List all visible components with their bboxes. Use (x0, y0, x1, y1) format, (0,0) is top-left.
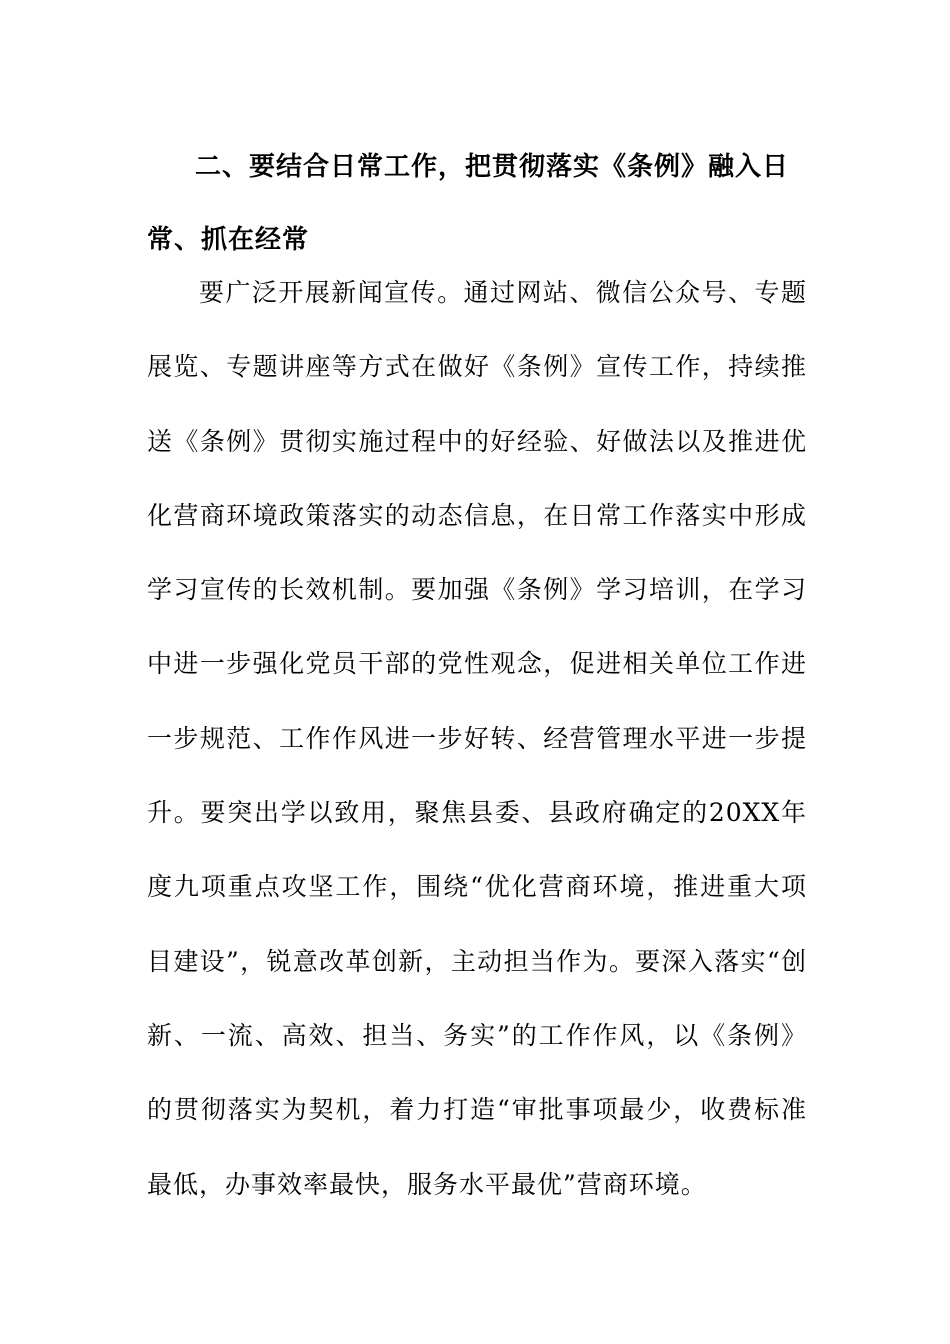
section-heading: 二、要结合日常工作，把贯彻落实《条例》融入日常、抓在经常 (147, 152, 790, 255)
body-paragraph: 要广泛开展新闻宣传。通过网站、微信公众号、专题展览、专题讲座等方式在做好《条例》宣传工作，持续推送《条例》贯彻实施过程中的好经验、好做法以及推进优化营商环境政策落实的动态信息，在日常工作落实中形成学习宣传的长效机制。要加强《条例》学习培训，在学习中进一步强化党员干部的党性观念，促进相关单位工作进一步规范、工作作风进一步好转、经营管理水平进一步提升。要突出学以致用，聚焦县委、县政府确定的20XX年度九项重点攻坚工作，围绕“优化营商环境，推进重大项目建设”，锐意改革创新，主动担当作为。要深入落实“创新、一流、高效、担当、务实”的工作作风，以《条例》的贯彻落实为契机，着力打造“审批事项最少，收费标准最低，办事效率最快，服务水平最优”营商环境。 (147, 278, 807, 1199)
